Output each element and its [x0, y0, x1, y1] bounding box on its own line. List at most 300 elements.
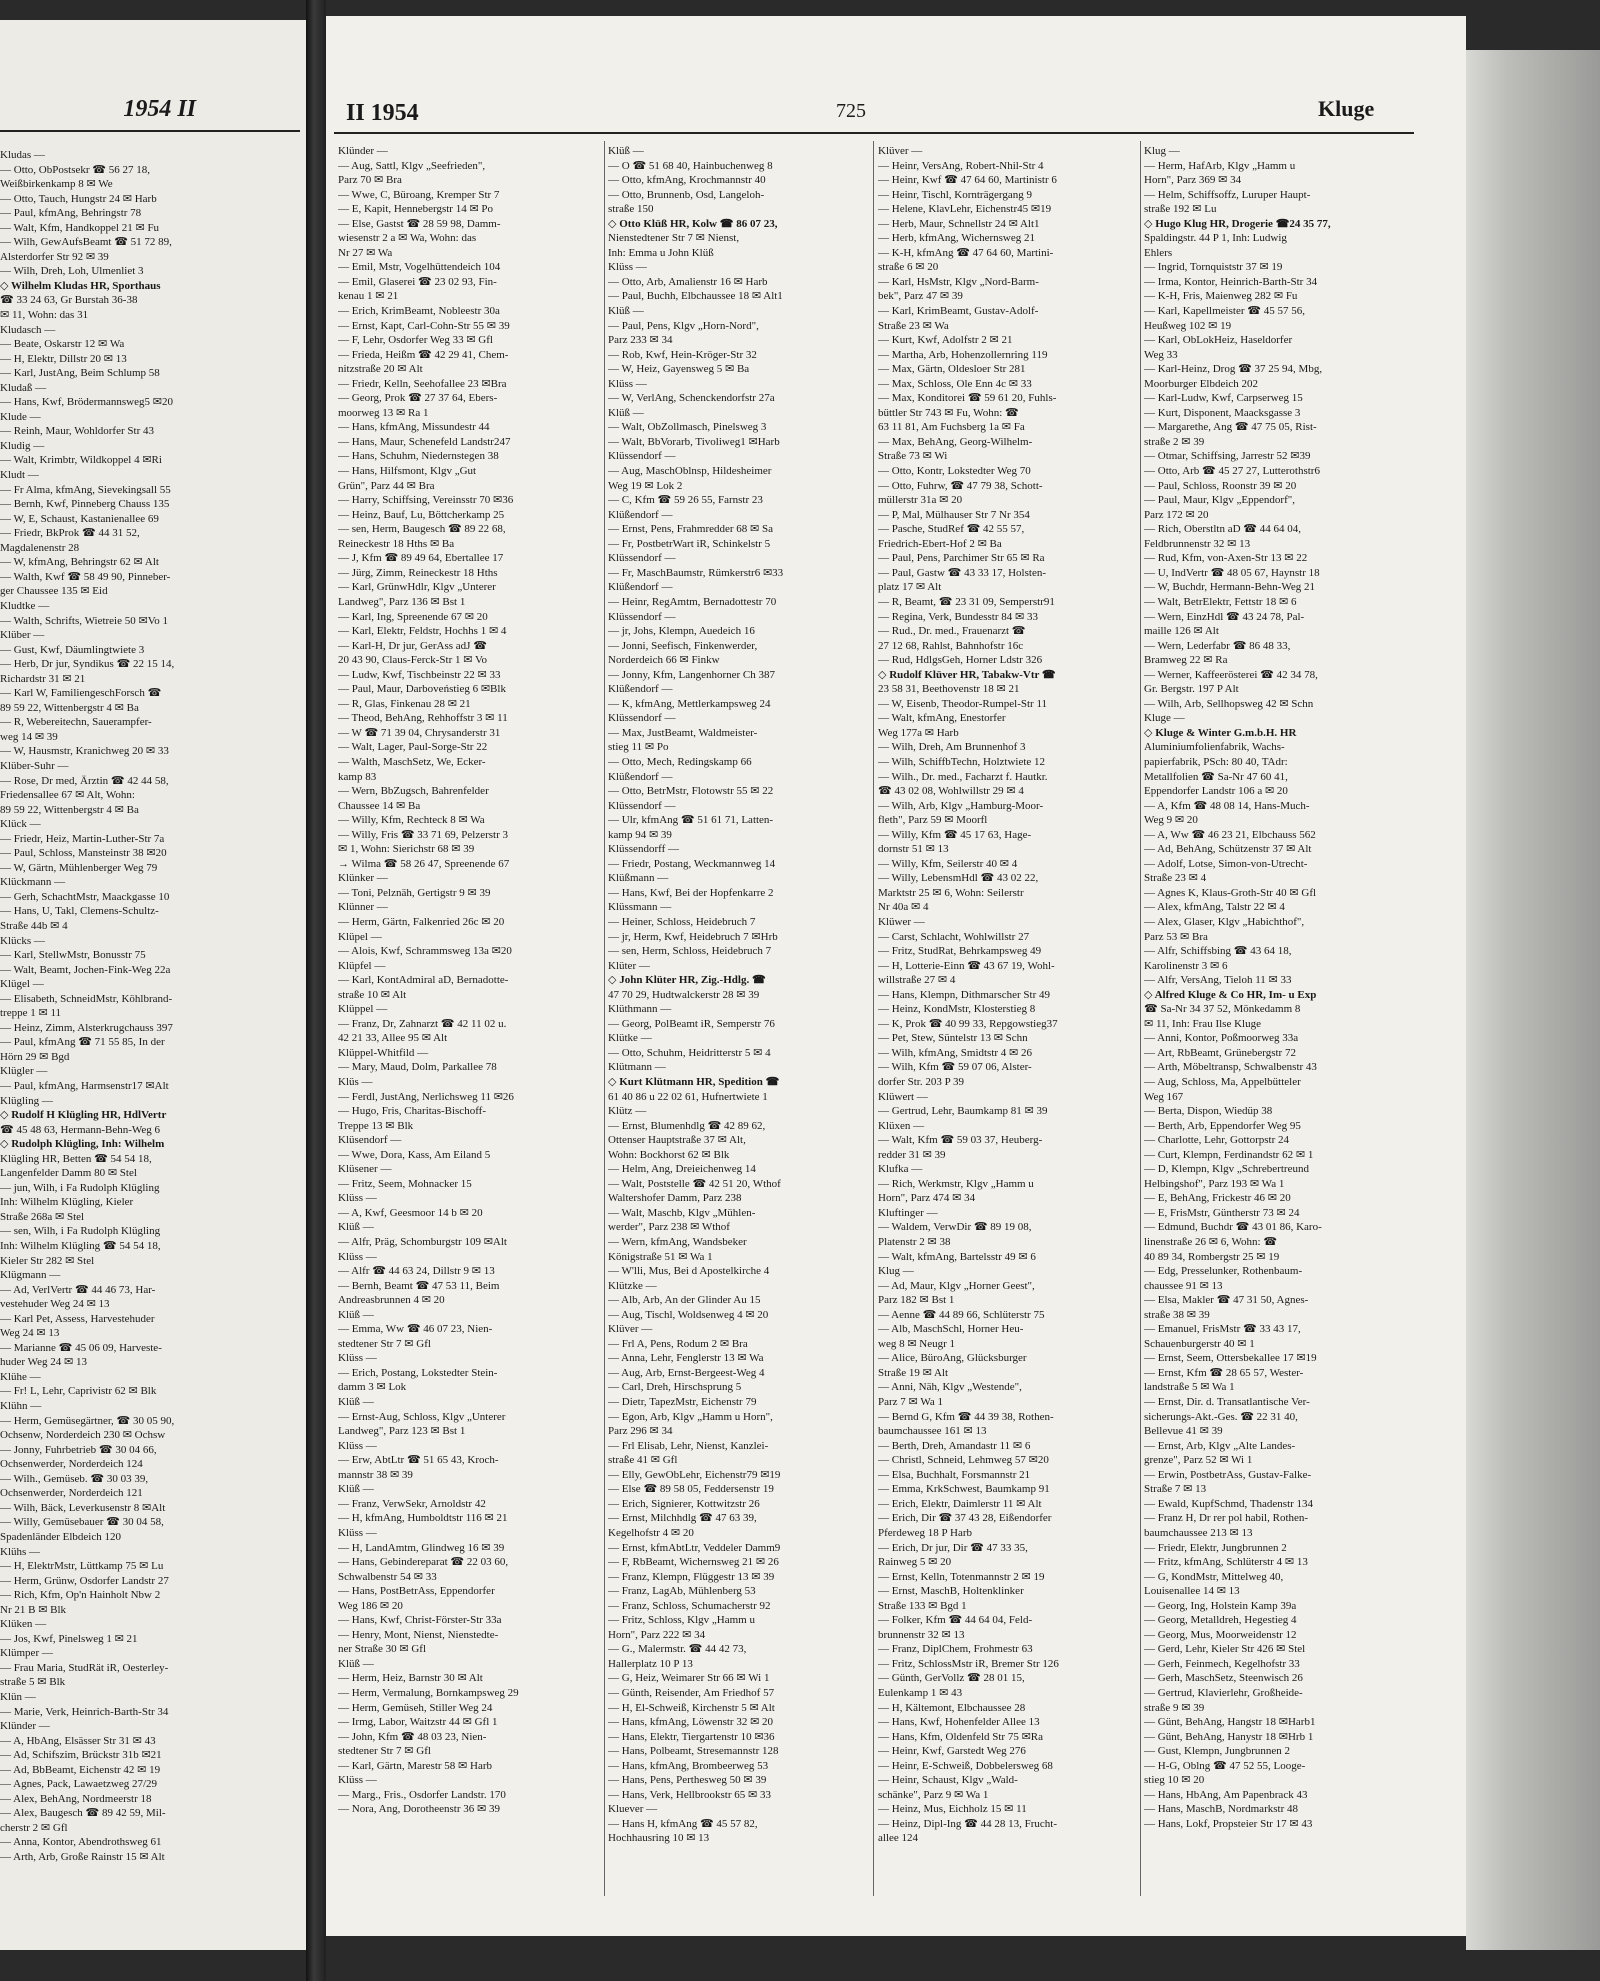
- directory-entry-line: Klüber-Suhr —: [0, 759, 69, 772]
- directory-entry-line: Klügling —: [0, 1094, 53, 1107]
- directory-entry-line: Helbingshof", Parz 193 ✉ Wa 1: [1144, 1177, 1285, 1190]
- right-page-header-left: II 1954: [346, 100, 419, 126]
- directory-entry-line: Chaussee 14 ✉ Ba: [338, 799, 421, 812]
- directory-entry-line: — Karl, KontAdmiral aD, Bernadotte-: [338, 974, 509, 987]
- directory-entry-line: — W, Eisenb, Theodor-Rumpel-Str 11: [878, 697, 1048, 710]
- directory-entry-line: — Alex, kfmAng, Talstr 22 ✉ 4: [1144, 901, 1285, 914]
- directory-entry-line: straße 9 ✉ 39: [1144, 1701, 1205, 1714]
- directory-entry-line: — Irma, Kontor, Heinrich-Barth-Str 34: [1144, 275, 1318, 288]
- directory-entry-line: Nr 27 ✉ Wa: [338, 246, 393, 259]
- directory-entry-line: — Heinr, E-Schweiß, Dobbelersweg 68: [878, 1759, 1053, 1772]
- directory-entry-line: Klug —: [1144, 145, 1180, 157]
- directory-entry-line: Klütz —: [608, 1105, 647, 1118]
- directory-entry-line: Weg 19 ✉ Lok 2: [608, 479, 683, 492]
- directory-entry-line: — Max, BehAng, Georg-Wilhelm-: [878, 435, 1033, 448]
- directory-entry-line: stedtener Str 7 ✉ Gfl: [338, 1337, 431, 1350]
- directory-entry-line: — Aenne ☎ 44 89 66, Schlüterstr 75: [878, 1308, 1045, 1321]
- directory-entry-line: — H, kfmAng, Humboldtstr 116 ✉ 21: [338, 1512, 508, 1525]
- directory-entry-line: — Wilh, SchiffbTechn, Holztwiete 12: [878, 755, 1046, 768]
- directory-entry-line: → Wilma ☎ 58 26 47, Spreenende 67: [338, 857, 510, 870]
- directory-entry-line: — Wwe, Dora, Kass, Am Eiland 5: [338, 1148, 491, 1161]
- directory-entry-line: Parz 172 ✉ 20: [1144, 508, 1209, 521]
- directory-entry-line: straße 41 ✉ Gfl: [608, 1454, 678, 1467]
- directory-entry-line: nitzstraße 20 ✉ Alt: [338, 363, 423, 376]
- column-divider: [604, 141, 605, 1896]
- directory-entry-line: — D, Klempn, Klgv „Schrebertreund: [1144, 1163, 1309, 1176]
- directory-entry-line: — Ernst, Pens, Frahmredder 68 ✉ Sa: [608, 523, 774, 536]
- directory-entry-line: 47 70 29, Hudtwalckerstr 28 ✉ 39: [608, 988, 760, 1001]
- directory-entry-line: — sen, Herm, Baugesch ☎ 89 22 68,: [338, 523, 506, 536]
- directory-entry-line: Gr. Bergstr. 197 P Alt: [1144, 683, 1239, 696]
- directory-entry-line: — Jonny, Kfm, Langenhorner Ch 387: [608, 668, 776, 681]
- directory-entry-line: Horn", Parz 474 ✉ 34: [878, 1192, 976, 1205]
- directory-entry-line: — Rich, Kfm, Op'n Hainholt Nbw 2: [0, 1589, 161, 1602]
- directory-column-4: [1144, 144, 1404, 1831]
- directory-entry-line: — Otto, Brunnenb, Osd, Langeloh-: [608, 188, 765, 201]
- directory-entry-line: damm 3 ✉ Lok: [338, 1381, 407, 1394]
- directory-entry-line: — Fr, PostbetrWart iR, Schinkelstr 5: [608, 537, 771, 550]
- directory-entry-line: — Edg, Presselunker, Rothenbaum-: [1144, 1265, 1303, 1278]
- directory-entry-line: ◇ Kluge & Winter G.m.b.H. HR: [1144, 726, 1297, 739]
- directory-entry-line: Klückmann —: [0, 876, 66, 889]
- directory-entry-line: — Alfr, Schiffsbing ☎ 43 64 18,: [1144, 945, 1292, 958]
- directory-entry-line: Klüß —: [608, 406, 644, 419]
- directory-entry-line: — Karl, GrünwHdlr, Klgv „Unterer: [338, 581, 496, 594]
- directory-entry-line: — Paul, Pens, Parchimer Str 65 ✉ Ra: [878, 552, 1045, 565]
- directory-entry-line: Wohn: Bockhorst 62 ✉ Blk: [608, 1148, 730, 1161]
- directory-entry-line: — Herm, Heiz, Barnstr 30 ✉ Alt: [338, 1672, 483, 1685]
- directory-entry-line: ger Chaussee 135 ✉ Eid: [0, 585, 108, 598]
- directory-entry-line: — Wern, Lederfabr ☎ 86 48 33,: [1144, 639, 1291, 652]
- directory-entry-line: — Otto, Arb ☎ 45 27 27, Lutterothstr6: [1144, 465, 1320, 478]
- directory-entry-line: Straße 133 ✉ Bgd 1: [878, 1599, 967, 1612]
- directory-entry-line: — Paul, Gastw ☎ 43 33 17, Holsten-: [878, 566, 1046, 579]
- directory-column-2: [608, 144, 868, 1846]
- directory-entry-line: — Georg, Prok ☎ 27 37 64, Ebers-: [338, 392, 498, 405]
- directory-entry-line: Feldbrunnenstr 32 ✉ 13: [1144, 537, 1251, 550]
- directory-entry-line: vestehuder Weg 24 ✉ 13: [0, 1298, 110, 1311]
- directory-entry-line: Landweg", Parz 136 ✉ Bst 1: [338, 595, 466, 608]
- directory-entry-line: Weg 167: [1144, 1090, 1184, 1103]
- directory-entry-line: — Kurt, Disponent, Maacksgasse 3: [1144, 406, 1301, 419]
- directory-entry-line: werder", Parz 238 ✉ Wthof: [608, 1221, 730, 1234]
- directory-entry-line: Straße 19 ✉ Alt: [878, 1366, 949, 1379]
- directory-entry-line: — E, Kapit, Hennebergstr 14 ✉ Po: [338, 203, 494, 216]
- directory-entry-line: Kegelhofstr 4 ✉ 20: [608, 1526, 694, 1539]
- directory-entry-line: — Hans, Kwf, Brödermannsweg5 ✉20: [0, 396, 173, 409]
- directory-entry-line: huder Weg 24 ✉ 13: [0, 1356, 87, 1369]
- directory-entry-line: — Hans, U, Takl, Clemens-Schultz-: [0, 905, 159, 918]
- directory-entry-line: Klünner —: [338, 901, 388, 914]
- directory-entry-line: — Paul, kfmAng, Behringstr 78: [0, 207, 142, 220]
- directory-entry-line: — Hans, Polbeamt, Stresemannstr 128: [608, 1745, 779, 1758]
- directory-entry-line: — Fr! L, Lehr, Caprivistr 62 ✉ Blk: [0, 1385, 157, 1398]
- directory-entry-line: Klüß —: [608, 145, 644, 157]
- directory-entry-line: — Max, Gärtn, Oldesloer Str 281: [878, 363, 1026, 376]
- directory-entry-line: — Karl-Heinz, Drog ☎ 37 25 94, Mbg,: [1144, 363, 1323, 376]
- directory-entry-line: — Ulr, kfmAng ☎ 51 61 71, Latten-: [608, 814, 774, 827]
- directory-entry-line: — P, Mal, Mülhauser Str 7 Nr 354: [878, 508, 1030, 521]
- directory-entry-line: — K, kfmAng, Mettlerkampsweg 24: [608, 697, 771, 710]
- directory-entry-line: — C, Kfm ☎ 59 26 55, Farnstr 23: [608, 494, 763, 507]
- directory-entry-line: — sen, Wilh, i Fa Rudolph Klügling: [0, 1225, 161, 1238]
- directory-entry-line: — Hans, Lokf, Propsteier Str 17 ✉ 43: [1144, 1817, 1313, 1830]
- directory-entry-line: Klüßmann —: [608, 872, 669, 885]
- directory-entry-line: Klüsendorf —: [338, 1134, 402, 1147]
- directory-entry-line: mannstr 38 ✉ 39: [338, 1468, 413, 1481]
- directory-entry-line: — Helm, Schiffsoffz, Luruper Haupt-: [1144, 188, 1311, 201]
- directory-entry-line: Klüppel-Whitfild —: [338, 1046, 429, 1059]
- directory-entry-line: sicherungs-Akt.-Ges. ☎ 22 31 40,: [1144, 1410, 1298, 1423]
- directory-entry-line: 27 12 68, Rahlst, Bahnhofstr 16c: [878, 639, 1024, 652]
- directory-entry-line: — Rob, Kwf, Hein-Kröger-Str 32: [608, 348, 757, 361]
- directory-entry-line: — Aug, Tischl, Woldsenweg 4 ✉ 20: [608, 1308, 769, 1321]
- directory-entry-line: — Wilh, Bäck, Leverkusenstr 8 ✉Alt: [0, 1501, 166, 1514]
- directory-entry-line: — Wilh, kfmAng, Smidtstr 4 ✉ 26: [878, 1046, 1033, 1059]
- directory-entry-line: chaussee 91 ✉ 13: [1144, 1279, 1223, 1292]
- directory-entry-line: baumchaussee 213 ✉ 13: [1144, 1526, 1253, 1539]
- directory-entry-line: — Martha, Arb, Hohenzollernring 119: [878, 348, 1048, 361]
- directory-entry-line: Parz 296 ✉ 34: [608, 1425, 673, 1438]
- directory-entry-line: Parz 53 ✉ Bra: [1144, 930, 1208, 943]
- directory-entry-line: Kieler Str 282 ✉ Stel: [0, 1254, 95, 1267]
- directory-entry-line: Klüssendorf —: [608, 552, 676, 565]
- directory-entry-line: Andreasbrunnen 4 ✉ 20: [338, 1294, 445, 1307]
- directory-entry-line: — Friedr, Postang, Weckmannweg 14: [608, 857, 776, 870]
- directory-entry-line: — Heinr, Kwf ☎ 47 64 60, Martinistr 6: [878, 174, 1057, 187]
- directory-entry-line: Horn", Parz 222 ✉ 34: [608, 1628, 706, 1641]
- header-rule: [334, 132, 1414, 134]
- directory-entry-line: — Paul, Buchh, Elbchaussee 18 ✉ Alt1: [608, 290, 783, 303]
- directory-entry-line: — Erich, Dir ☎ 37 43 28, Eißendorfer: [878, 1512, 1052, 1525]
- directory-entry-line: — Heinz, Dipl-Ing ☎ 44 28 13, Frucht-: [878, 1817, 1057, 1830]
- directory-entry-line: — Heinz, Bauf, Lu, Böttcherkamp 25: [338, 508, 505, 521]
- directory-entry-line: — Erich, Signierer, Kottwitzstr 26: [608, 1497, 760, 1510]
- directory-entry-line: — Hans, kfmAng, Löwenstr 32 ✉ 20: [608, 1716, 774, 1729]
- directory-entry-line: Klützke —: [608, 1279, 657, 1292]
- directory-entry-line: Parz 233 ✉ 34: [608, 334, 673, 347]
- directory-entry-line: Klüsener —: [338, 1163, 392, 1176]
- directory-entry-line: — Marianne ☎ 45 06 09, Harveste-: [0, 1341, 162, 1354]
- directory-entry-line: — Heiner, Schloss, Heidebruch 7: [608, 915, 756, 928]
- directory-entry-line: Aluminiumfolienfabrik, Wachs-: [1144, 741, 1285, 754]
- directory-entry-line: — Emanuel, FrisMstr ☎ 33 43 17,: [1144, 1323, 1301, 1336]
- directory-entry-line: — Fritz, Schloss, Klgv „Hamm u: [608, 1614, 755, 1627]
- directory-entry-line: kenau 1 ✉ 21: [338, 290, 399, 303]
- right-page: [326, 16, 1466, 1936]
- directory-entry-line: — A, Kfm ☎ 48 08 14, Hans-Much-: [1144, 799, 1310, 812]
- directory-entry-line: — Fritz, SchlossMstr iR, Bremer Str 126: [878, 1657, 1059, 1670]
- directory-entry-line: Friedrich-Ebert-Hof 2 ✉ Ba: [878, 537, 1002, 550]
- directory-entry-line: Klüss —: [608, 261, 647, 274]
- directory-entry-line: — Alfr, VersAng, Tieloh 11 ✉ 33: [1144, 974, 1292, 987]
- directory-entry-line: — Hans, Elektr, Tiergartenstr 10 ✉36: [608, 1730, 775, 1743]
- directory-entry-line: — W ☎ 71 39 04, Chrysanderstr 31: [338, 726, 501, 739]
- directory-entry-line: — Heinr, Kwf, Garstedt Weg 276: [878, 1745, 1026, 1758]
- directory-entry-line: — Aug, Arb, Ernst-Bergeest-Weg 4: [608, 1366, 765, 1379]
- directory-entry-line: cherstr 2 ✉ Gfl: [0, 1821, 68, 1834]
- directory-entry-line: Bramweg 22 ✉ Ra: [1144, 654, 1228, 667]
- directory-entry-line: — Carl, Dreh, Hirschsprung 5: [608, 1381, 742, 1394]
- directory-entry-line: — Walt, BbVorarb, Tivoliweg1 ✉Harb: [608, 435, 780, 448]
- directory-entry-line: Weißbirkenkamp 8 ✉ We: [0, 178, 113, 191]
- directory-entry-line: straße 10 ✉ Alt: [338, 988, 407, 1001]
- directory-entry-line: — Heinr, VersAng, Robert-Nhil-Str 4: [878, 159, 1044, 172]
- running-head-name: Kluge: [1318, 96, 1375, 121]
- directory-entry-line: — W, VerlAng, Schenckendorfstr 27a: [608, 392, 775, 405]
- directory-entry-line: — Erich, Elektr, Daimlerstr 11 ✉ Alt: [878, 1497, 1042, 1510]
- directory-entry-line: Kluftinger —: [878, 1206, 938, 1219]
- directory-entry-line: — Harry, Schiffsing, Vereinsstr 70 ✉36: [338, 494, 514, 507]
- directory-entry-line: — Hans, Gebindereparat ☎ 22 03 60,: [338, 1556, 509, 1569]
- directory-entry-line: — G, Heiz, Weimarer Str 66 ✉ Wi 1: [608, 1672, 770, 1685]
- directory-entry-line: treppe 1 ✉ 11: [0, 1007, 62, 1020]
- directory-entry-line: — Pasche, StudRef ☎ 42 55 57,: [878, 523, 1025, 536]
- directory-entry-line: — Aug, MaschOblnsp, Hildesheimer: [608, 465, 772, 478]
- directory-entry-line: — Gerh, MaschSetz, Steenwisch 26: [1144, 1672, 1303, 1685]
- directory-entry-line: ◇ Kurt Klütmann HR, Spedition ☎: [608, 1076, 780, 1088]
- directory-entry-line: — R, Beamt, ☎ 23 31 09, Semperstr91: [878, 595, 1055, 608]
- directory-entry-line: — Ad, Schifszim, Brückstr 31b ✉21: [0, 1749, 162, 1762]
- directory-entry-line: ◇ Otto Klüß HR, Kolw ☎ 86 07 23,: [608, 217, 778, 230]
- directory-entry-line: — Ad, Maur, Klgv „Horner Geest",: [878, 1279, 1035, 1292]
- directory-entry-line: Klüssendorff —: [608, 843, 679, 856]
- directory-entry-line: — Fritz, Seem, Mohnacker 15: [338, 1177, 472, 1190]
- directory-entry-line: Nienstedtener Str 7 ✉ Nienst,: [608, 232, 740, 245]
- directory-entry-line: — Curt, Klempn, Ferdinandstr 62 ✉ 1: [1144, 1148, 1314, 1161]
- directory-entry-line: straße 150: [608, 203, 654, 216]
- directory-entry-line: Klüwer —: [878, 915, 925, 928]
- directory-entry-line: — Hans, HbAng, Am Papenbrack 43: [1144, 1788, 1308, 1801]
- directory-entry-line: Treppe 13 ✉ Blk: [338, 1119, 414, 1132]
- directory-entry-line: — Günth, Reisender, Am Friedhof 57: [608, 1686, 775, 1699]
- directory-entry-line: — Werner, Kaffeerösterei ☎ 42 34 78,: [1144, 668, 1318, 681]
- directory-entry-line: Klüppel —: [338, 1003, 388, 1016]
- directory-entry-line: — Franz, Klempn, Flüggestr 13 ✉ 39: [608, 1570, 775, 1583]
- directory-entry-line: — J, Kfm ☎ 89 49 64, Ebertallee 17: [338, 552, 504, 565]
- directory-entry-line: — Fritz, StudRat, Behrkampsweg 49: [878, 945, 1042, 958]
- directory-entry-line: — Willy, LebensmHdl ☎ 43 02 22,: [878, 872, 1039, 885]
- directory-entry-line: — Paul, Schloss, Roonstr 39 ✉ 20: [1144, 479, 1297, 492]
- directory-entry-line: Grün", Parz 44 ✉ Bra: [338, 479, 435, 492]
- directory-entry-line: Klüss —: [338, 1439, 377, 1452]
- directory-entry-line: Ochsenw, Norderdeich 230 ✉ Ochsw: [0, 1429, 166, 1442]
- directory-entry-line: — Karl, JustAng, Beim Schlump 58: [0, 367, 160, 380]
- directory-entry-line: — Willy, Fris ☎ 33 71 69, Pelzerstr 3: [338, 828, 509, 841]
- directory-entry-line: — Folker, Kfm ☎ 44 64 04, Feld-: [878, 1614, 1033, 1627]
- directory-entry-line: Klüß —: [338, 1221, 374, 1234]
- directory-entry-line: — Walt, ObZollmasch, Pinelsweg 3: [608, 421, 767, 434]
- directory-entry-line: — O ☎ 51 68 40, Hainbuchenweg 8: [608, 159, 773, 172]
- directory-entry-line: — Rud., Dr. med., Frauenarzt ☎: [878, 625, 1026, 638]
- directory-entry-line: Klüthmann —: [608, 1003, 672, 1016]
- directory-entry-line: — Wilh., Dr. med., Facharzt f. Hautkr.: [878, 770, 1048, 783]
- directory-entry-line: — K-H, kfmAng ☎ 47 64 60, Martini-: [878, 246, 1054, 259]
- directory-entry-line: ner Straße 30 ✉ Gfl: [338, 1643, 427, 1656]
- directory-entry-line: — Ad, VerlVertr ☎ 44 46 73, Har-: [0, 1283, 156, 1296]
- directory-entry-line: 20 43 90, Claus-Ferck-Str 1 ✉ Vo: [338, 654, 488, 667]
- directory-entry-line: Klüss —: [338, 1192, 377, 1205]
- directory-entry-line: — Rose, Dr med, Ärztin ☎ 42 44 58,: [0, 774, 169, 787]
- directory-entry-line: weg 14 ✉ 39: [0, 730, 58, 743]
- directory-entry-line: — Georg, Mus, Moorweidenstr 12: [1144, 1628, 1297, 1641]
- directory-entry-line: — Karl, Ing, Spreenende 67 ✉ 20: [338, 610, 488, 623]
- directory-entry-line: — Ad, BbBeamt, Eichenstr 42 ✉ 19: [0, 1763, 161, 1776]
- directory-entry-line: — Karl W, FamiliengeschForsch ☎: [0, 687, 162, 700]
- directory-entry-line: — Hugo, Fris, Charitas-Bischoff-: [338, 1105, 486, 1118]
- directory-entry-line: Eppendorfer Landstr 106 a ✉ 20: [1144, 785, 1288, 798]
- directory-entry-line: — H, LandAmtm, Glindweg 16 ✉ 39: [338, 1541, 505, 1554]
- directory-entry-line: Klüßendorf —: [608, 683, 673, 696]
- directory-entry-line: Weg 186 ✉ 20: [338, 1599, 403, 1612]
- directory-entry-line: Klüwert —: [878, 1090, 928, 1103]
- directory-entry-line: Straße 268a ✉ Stel: [0, 1210, 85, 1223]
- directory-entry-line: — Georg, PolBeamt iR, Semperstr 76: [608, 1017, 775, 1030]
- directory-entry-line: — Otto, Mech, Redingskamp 66: [608, 755, 752, 768]
- directory-entry-line: — Paul, Maur, Darboveństieg 6 ✉Blk: [338, 683, 506, 696]
- directory-entry-line: Ochsenwerder, Norderdeich 124: [0, 1458, 143, 1471]
- directory-entry-line: papierfabrik, PSch: 80 40, TAdr:: [1144, 755, 1288, 768]
- directory-entry-line: fleth", Parz 59 ✉ Moorfl: [878, 814, 988, 827]
- directory-entry-line: — Alice, BüroAng, Glücksburger: [878, 1352, 1027, 1365]
- directory-entry-line: — Ernst, Dir. d. Transatlantische Ver-: [1144, 1396, 1310, 1409]
- directory-entry-line: — Otto, BetrMstr, Flotowstr 55 ✉ 22: [608, 785, 774, 798]
- directory-entry-line: — Franz, Dr, Zahnarzt ☎ 42 11 02 u.: [338, 1017, 507, 1030]
- directory-entry-line: — Karl, Elektr, Feldstr, Hochhs 1 ✉ 4: [338, 625, 507, 638]
- directory-entry-line: Pferdeweg 18 P Harb: [878, 1526, 972, 1539]
- directory-entry-line: Parz 70 ✉ Bra: [338, 174, 402, 187]
- directory-entry-line: — Emil, Mstr, Vogelhüttendeich 104: [338, 261, 501, 274]
- directory-entry-line: Reineckestr 18 Hths ✉ Ba: [338, 537, 455, 550]
- directory-entry-line: — Jos, Kwf, Pinelsweg 1 ✉ 21: [0, 1632, 138, 1645]
- directory-entry-line: Louisenallee 14 ✉ 13: [1144, 1585, 1240, 1598]
- directory-entry-line: Ochsenwerder, Norderdeich 121: [0, 1487, 143, 1500]
- directory-entry-line: — Karl, ObLokHeiz, Haseldorfer: [1144, 334, 1293, 347]
- directory-entry-line: — Walt, kfmAng, Bartelsstr 49 ✉ 6: [878, 1250, 1036, 1263]
- directory-entry-line: — Wern, kfmAng, Wandsbeker: [608, 1236, 747, 1249]
- directory-entry-line: Weg 9 ✉ 20: [1144, 814, 1198, 827]
- directory-entry-line: — Berth, Dreh, Amandastr 11 ✉ 6: [878, 1439, 1031, 1452]
- directory-entry-line: Klück —: [0, 818, 41, 831]
- directory-entry-line: Spaldingstr. 44 P 1, Inh: Ludwig: [1144, 232, 1287, 245]
- directory-entry-line: — Anni, Näh, Klgv „Westende",: [878, 1381, 1022, 1394]
- directory-entry-line: — Wilh, Kfm ☎ 59 07 06, Alster-: [878, 1061, 1032, 1074]
- directory-entry-line: Klufka —: [878, 1163, 923, 1176]
- left-page-column: [0, 148, 300, 1865]
- directory-entry-line: — Wilh., Gemüseb. ☎ 30 03 39,: [0, 1472, 149, 1485]
- directory-entry-line: Klüss —: [338, 1250, 377, 1263]
- directory-entry-line: — Else ☎ 89 58 05, Feddersenstr 19: [608, 1483, 774, 1496]
- directory-entry-line: Magdalenenstr 28: [0, 541, 80, 554]
- directory-entry-line: — Walth, Schrifts, Wietreie 50 ✉Vo 1: [0, 614, 168, 627]
- directory-entry-line: — Walt, Kfm, Handkoppel 21 ✉ Fu: [0, 221, 160, 234]
- directory-entry-line: — Herm, Gemüsegärtner, ☎ 30 05 90,: [0, 1414, 175, 1427]
- directory-entry-line: — Friedr, Kelln, Seehofallee 23 ✉Bra: [338, 377, 507, 390]
- directory-entry-line: — W'lli, Mus, Bei d Apostelkirche 4: [608, 1265, 770, 1278]
- directory-entry-line: — Ernst, Milchhdlg ☎ 47 63 39,: [608, 1512, 757, 1525]
- directory-entry-line: — Herm, HafArb, Klgv „Hamm u: [1144, 159, 1296, 172]
- directory-entry-line: — Bernh, Kwf, Pinneberg Chauss 135: [0, 498, 170, 511]
- directory-entry-line: — H, El-Schweiß, Kirchenstr 5 ✉ Alt: [608, 1701, 775, 1714]
- directory-entry-line: Moorburger Elbdeich 202: [1144, 377, 1259, 390]
- directory-entry-line: straße 6 ✉ 20: [878, 261, 939, 274]
- directory-entry-line: — Fr Alma, kfmAng, Sievekingsall 55: [0, 483, 171, 496]
- directory-entry-line: bek", Parz 47 ✉ 39: [878, 290, 963, 303]
- directory-entry-line: — Aug, Schloss, Ma, Appelbütteler: [1144, 1076, 1301, 1088]
- directory-entry-line: ◇ Alfred Kluge & Co HR, Im- u Exp: [1144, 988, 1317, 1001]
- directory-entry-line: — Alex, BehAng, Nordmeerstr 18: [0, 1792, 152, 1805]
- page-number: 725: [836, 100, 866, 122]
- directory-entry-line: Klügler —: [0, 1065, 48, 1078]
- directory-entry-line: — Erich, Postang, Lokstedter Stein-: [338, 1366, 498, 1379]
- directory-entry-line: — Hans H, kfmAng ☎ 45 57 82,: [608, 1817, 758, 1830]
- directory-entry-line: — Hans, Kwf, Christ-Förster-Str 33a: [338, 1614, 502, 1627]
- directory-entry-line: 42 21 33, Allee 95 ✉ Alt: [338, 1032, 448, 1045]
- directory-entry-line: Klüssendorf —: [608, 712, 676, 725]
- left-page-header: 1954 II: [123, 96, 196, 122]
- directory-entry-line: — Heinz, KondMstr, Klosterstieg 8: [878, 1003, 1036, 1016]
- directory-entry-line: Klüs —: [338, 1076, 373, 1088]
- directory-entry-line: — Herm, Gemüseh, Stiller Weg 24: [338, 1701, 493, 1714]
- directory-entry-line: — Paul, Pens, Klgv „Horn-Nord",: [608, 319, 759, 332]
- directory-entry-line: — Elsa, Makler ☎ 47 31 50, Agnes-: [1144, 1294, 1309, 1307]
- directory-entry-line: müllerstr 31a ✉ 20: [878, 494, 963, 507]
- directory-entry-line: — Wilh, Dreh, Am Brunnenhof 3: [878, 741, 1026, 754]
- directory-entry-line: — Marie, Verk, Heinrich-Barth-Str 34: [0, 1705, 169, 1718]
- directory-entry-line: — Heinr, Schaust, Klgv „Wald-: [878, 1774, 1018, 1787]
- directory-entry-line: — Rud, HdlgsGeh, Horner Ldstr 326: [878, 654, 1043, 667]
- directory-entry-line: — Walt, kfmAng, Enestorfer: [878, 712, 1006, 725]
- directory-entry-line: Klüpel —: [338, 930, 382, 943]
- directory-entry-line: Marktstr 25 ✉ 6, Wohn: Seilerstr: [878, 886, 1024, 899]
- directory-entry-line: Schauenburgerstr 40 ✉ 1: [1144, 1337, 1255, 1350]
- directory-entry-line: — Emma, KrkSchwest, Baumkamp 91: [878, 1483, 1050, 1496]
- directory-entry-line: — Ingrid, Tornquiststr 37 ✉ 19: [1144, 261, 1283, 274]
- directory-entry-line: Richardstr 31 ✉ 21: [0, 672, 86, 685]
- directory-entry-line: Klüxen —: [878, 1119, 925, 1132]
- directory-entry-line: wiesenstr 2 a ✉ Wa, Wohn: das: [338, 232, 477, 245]
- directory-entry-line: — Wwe, C, Büroang, Kremper Str 7: [338, 188, 500, 201]
- directory-entry-line: Klüß —: [338, 1657, 374, 1670]
- directory-entry-line: — Mary, Maud, Dolm, Parkallee 78: [338, 1061, 497, 1074]
- directory-entry-line: — Alb, MaschSchl, Horner Heu-: [878, 1323, 1024, 1336]
- directory-entry-line: — Hans, Kwf, Bei der Hopfenkarre 2: [608, 886, 774, 899]
- directory-entry-line: — F, RbBeamt, Wichernsweg 21 ✉ 26: [608, 1556, 779, 1569]
- directory-entry-line: straße 192 ✉ Lu: [1144, 203, 1217, 216]
- directory-entry-line: Klühs —: [0, 1545, 41, 1558]
- directory-entry-line: — Erich, Dr jur, Dir ☎ 47 33 35,: [878, 1541, 1028, 1554]
- directory-entry-line: — Gust, Klempn, Jungbrunnen 2: [1144, 1745, 1291, 1758]
- directory-entry-line: Klüver —: [878, 145, 923, 157]
- directory-entry-line: — Else, Gastst ☎ 28 59 98, Damm-: [338, 217, 501, 230]
- directory-entry-line: — Hans, Klempn, Dithmarscher Str 49: [878, 988, 1050, 1001]
- directory-entry-line: — Reinh, Maur, Wohldorfer Str 43: [0, 425, 154, 438]
- directory-entry-line: Inh: Wilhelm Klügling, Kieler: [0, 1196, 134, 1209]
- directory-entry-line: Klüßendorf —: [608, 581, 673, 594]
- directory-entry-line: — Emil, Glaserei ☎ 23 02 93, Fin-: [338, 275, 497, 288]
- directory-entry-line: — W, Gärtn, Mühlenberger Weg 79: [0, 861, 158, 874]
- directory-entry-line: stieg 11 ✉ Po: [608, 741, 669, 754]
- directory-entry-line: Klüter —: [608, 959, 650, 972]
- directory-entry-line: Bellevue 41 ✉ 39: [1144, 1425, 1223, 1438]
- directory-entry-line: — W, Hausmstr, Kranichweg 20 ✉ 33: [0, 745, 169, 758]
- directory-entry-line: — Heinz, Mus, Eichholz 15 ✉ 11: [878, 1803, 1027, 1816]
- directory-entry-line: — Hans, Kwf, Hohenfelder Allee 13: [878, 1716, 1040, 1729]
- directory-entry-line: 23 58 31, Beethovenstr 18 ✉ 21: [878, 683, 1020, 696]
- directory-entry-line: — W, kfmAng, Behringstr 62 ✉ Alt: [0, 556, 159, 569]
- directory-entry-line: — Arth, Möbeltransp, Schwalbenstr 43: [1144, 1061, 1317, 1074]
- directory-entry-line: — Fritz, kfmAng, Schlüterstr 4 ✉ 13: [1144, 1556, 1308, 1569]
